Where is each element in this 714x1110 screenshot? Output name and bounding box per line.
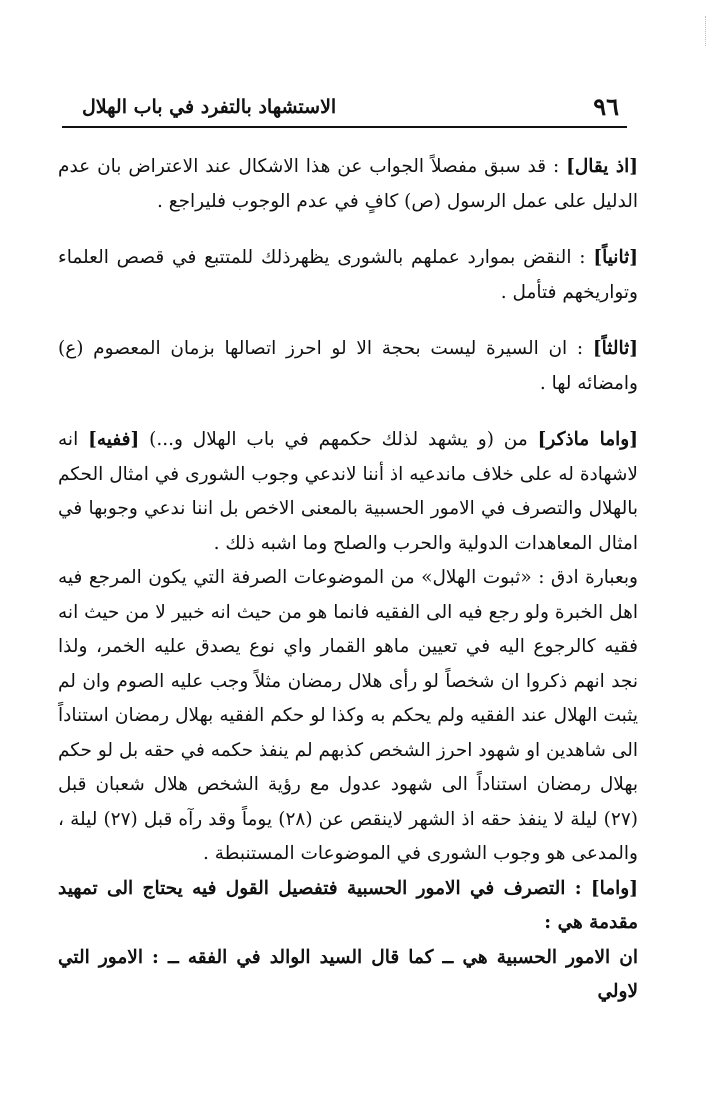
page-number: ٩٦ <box>593 92 619 121</box>
paragraph-wa-amma-tasarruf <box>58 872 638 941</box>
margin-mark <box>701 16 706 46</box>
paragraph-tag: [ثانياً] <box>593 247 638 268</box>
paragraph-thaniyan <box>58 241 638 310</box>
paragraph-tag: [واما ماذكر] <box>537 429 638 450</box>
paragraph-tag-fafihi: [ففيه] <box>88 429 140 450</box>
paragraph-text: : قد سبق مفصلاً الجواب عن هذا الاشكال عند الاعتراض بان عدم الدليل على عمل الرسول (ص) كافٍ في عدم الوجوب فليراجع . <box>58 156 638 212</box>
paragraph-text: : النقض بموارد عملهم بالشورى يظهرذلك للمتتبع في قصص العلماء وتواريخهم فتأمل . <box>58 247 638 303</box>
paragraph-text: من (و يشهد لذلك حكمهم في باب الهلال و...) <box>139 429 538 450</box>
paragraph-tag: [ثالثاً] <box>592 338 638 359</box>
running-title: الاستشهاد بالتفرد في باب الهلال <box>82 96 337 118</box>
paragraph-text: ان الامور الحسبية هي ــ كما قال السيد الوالد في الفقه ــ : الامور التي لاولي <box>58 946 638 1002</box>
paragraph-al-umur-al-hisbiyya <box>58 941 638 1010</box>
page-header <box>62 92 627 126</box>
paragraph-text: وبعبارة ادق : «ثبوت الهلال» من الموضوعات الصرفة التي يكون المرجع فيه اهل الخبرة ولو رجع فيه الى الفقيه فانما هو من حيث انه خبير لا من حيث انه فقيه كالرجوع اليه في تعيين ماهو القمار واي نوع يصدق عليه الخمر، ولذا نجد انهم ذكروا ان شخصاً لو رأى هلال رمضان مثلاً وجب عليه الصوم وان لم يثبت الهلال عند الفقيه ولم يحكم به وكذا لو حكم الفقيه بهلال رمضان استناداً الى شاهدين او شهود احرز الشخص كذبهم لم ينفذ حكمه في حقه بل لو حكم بهلال رمضان استناداً الى شهود عدول مع رؤية الشخص هلال شعبان قبل (٢٧) ليلة لا ينفذ حقه اذ الشهر لاينقص عن (٢٨) يوماً وقد رآه قبل (٢٧) ليلة ، والمدعى هو وجوب الشورى في الموضوعات المستنبطة . <box>58 567 638 864</box>
paragraph-tag: [واما] <box>590 877 638 899</box>
paragraph-wa-amma-madhukir <box>58 423 638 561</box>
body-text <box>58 150 638 1010</box>
paragraph-text: : ان السيرة ليست بحجة الا لو احرز اتصالها بزمان المعصوم (ع) وامضائه لها . <box>58 338 638 394</box>
paragraph-wa-bi-ibara <box>58 561 638 872</box>
paragraph-tag: [اذ يقال] <box>566 156 638 177</box>
header-rule <box>62 126 627 128</box>
paragraph-idh-yuqal <box>58 150 638 219</box>
paragraph-text: : التصرف في الامور الحسبية فتفصيل القول فيه يحتاج الى تمهيد مقدمة هي : <box>58 877 638 933</box>
paragraph-thalithan <box>58 332 638 401</box>
paragraph-text-continued: انه لاشهادة له على خلاف ماندعيه اذ أننا لاندعي وجوب الشورى في امثال الحكم بالهلال والتصرف في الامور الحسبية بالمعنى الاخص بل اننا ندعي وجوبها في امثال المعاهدات الدولية والحرب والصلح وما اشبه ذلك . <box>58 429 638 554</box>
